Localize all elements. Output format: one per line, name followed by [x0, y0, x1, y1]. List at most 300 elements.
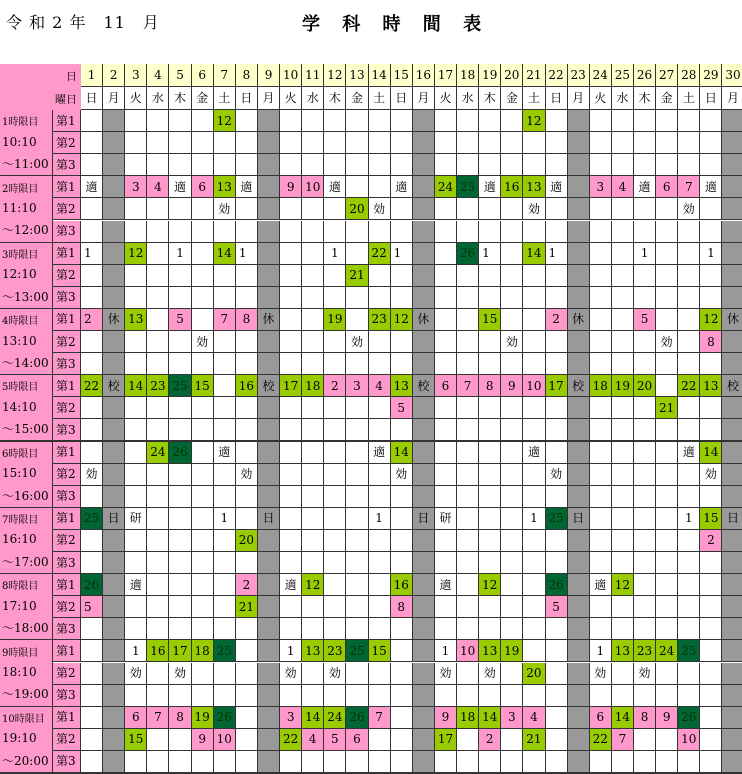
class-cell [125, 530, 147, 552]
class-cell [435, 198, 457, 220]
day-number: 8 [236, 64, 258, 87]
class-cell [236, 663, 258, 685]
class-cell: 効 [634, 663, 656, 685]
class-cell [147, 110, 169, 132]
class-cell [678, 110, 700, 132]
slot-label: 第1 [53, 442, 81, 464]
class-cell [656, 574, 678, 596]
class-cell [391, 685, 413, 707]
class-cell [501, 198, 523, 220]
class-cell [169, 486, 191, 508]
class-cell [391, 552, 413, 574]
day-number: 29 [700, 64, 722, 87]
day-number: 17 [435, 64, 457, 87]
class-cell: 19 [501, 640, 523, 662]
class-cell [391, 132, 413, 154]
class-cell: 効 [656, 331, 678, 353]
class-cell: 13 [523, 176, 545, 198]
class-cell [391, 265, 413, 287]
class-cell: 22 [678, 375, 700, 397]
class-cell [302, 353, 324, 375]
sunday-cell [568, 154, 590, 176]
sunday-cell [103, 221, 125, 243]
sunday-cell [722, 110, 742, 132]
class-cell: 25 [546, 508, 568, 530]
class-cell: 適 [700, 176, 722, 198]
class-cell [280, 265, 302, 287]
class-cell [192, 221, 214, 243]
class-cell [346, 353, 368, 375]
period-label [0, 707, 53, 773]
period-label: 3時限目 [2, 249, 39, 261]
class-cell [236, 221, 258, 243]
day-number: 26 [634, 64, 656, 87]
class-cell [479, 464, 501, 486]
class-cell [435, 618, 457, 640]
class-cell: 14 [523, 243, 545, 265]
class-cell [169, 110, 191, 132]
class-cell [169, 265, 191, 287]
class-cell: 22 [369, 243, 391, 265]
class-cell [125, 685, 147, 707]
class-cell [700, 353, 722, 375]
class-cell [147, 663, 169, 685]
class-cell: 6 [346, 729, 368, 751]
sunday-cell [258, 132, 280, 154]
class-cell: 効 [324, 663, 346, 685]
class-cell [369, 663, 391, 685]
sunday-cell [103, 751, 125, 773]
class-cell: 9 [501, 375, 523, 397]
weekday: 水 [457, 87, 479, 110]
class-cell [435, 751, 457, 773]
class-cell: 7 [147, 707, 169, 729]
class-cell [700, 132, 722, 154]
sunday-cell [103, 707, 125, 729]
class-cell: 8 [479, 375, 501, 397]
class-cell [479, 331, 501, 353]
period-label [0, 309, 53, 375]
sunday-cell: 休 [258, 309, 280, 331]
class-cell: 12 [214, 110, 236, 132]
class-cell: 1 [369, 508, 391, 530]
class-cell [656, 486, 678, 508]
class-cell [147, 596, 169, 618]
class-cell [546, 751, 568, 773]
slot-label: 第1 [53, 243, 81, 265]
period-label [0, 110, 53, 176]
class-cell [700, 154, 722, 176]
sunday-cell [568, 663, 590, 685]
class-cell [280, 442, 302, 464]
sunday-cell [413, 552, 435, 574]
period-label [0, 375, 53, 441]
sunday-cell [258, 221, 280, 243]
class-cell [125, 265, 147, 287]
weekday: 火 [125, 87, 147, 110]
class-cell [236, 442, 258, 464]
class-cell: 1 [678, 508, 700, 530]
weekday: 月 [413, 87, 435, 110]
class-cell [346, 464, 368, 486]
class-cell [612, 110, 634, 132]
class-cell [236, 198, 258, 220]
class-cell [656, 198, 678, 220]
class-cell [612, 154, 634, 176]
class-cell [546, 618, 568, 640]
class-cell [302, 287, 324, 309]
class-cell: 13 [214, 176, 236, 198]
class-cell [501, 442, 523, 464]
day-number: 23 [568, 64, 590, 87]
class-cell [546, 110, 568, 132]
class-cell: 4 [302, 729, 324, 751]
period-start: 14:10 [2, 399, 37, 414]
class-cell [546, 707, 568, 729]
sunday-cell [103, 596, 125, 618]
class-cell: 適 [546, 176, 568, 198]
slot-label: 第1 [53, 640, 81, 662]
period-label: 1時限目 [2, 117, 39, 129]
class-cell [214, 154, 236, 176]
class-cell [81, 751, 103, 773]
sunday-cell: 休 [413, 309, 435, 331]
sunday-cell [722, 707, 742, 729]
class-cell [236, 265, 258, 287]
class-cell: 18 [590, 375, 612, 397]
sunday-cell [568, 176, 590, 198]
class-cell [169, 530, 191, 552]
class-cell [302, 309, 324, 331]
class-cell [457, 331, 479, 353]
period-start: 18:10 [2, 665, 37, 680]
class-cell [236, 132, 258, 154]
class-cell [656, 751, 678, 773]
sunday-cell [103, 685, 125, 707]
class-cell [125, 552, 147, 574]
slot-label: 第2 [53, 530, 81, 552]
class-cell [324, 464, 346, 486]
class-cell [346, 221, 368, 243]
period-label: 5時限目 [2, 382, 39, 394]
class-cell: 効 [236, 464, 258, 486]
class-cell [546, 442, 568, 464]
class-cell [590, 243, 612, 265]
class-cell [479, 265, 501, 287]
class-cell [125, 442, 147, 464]
class-cell: 19 [612, 375, 634, 397]
class-cell: 1 [590, 640, 612, 662]
day-header: 日 [0, 64, 81, 87]
class-cell [346, 397, 368, 419]
period-end: ～18:00 [2, 621, 49, 636]
class-cell: 1 [634, 243, 656, 265]
class-cell [391, 154, 413, 176]
class-cell: 4 [369, 375, 391, 397]
class-cell [435, 419, 457, 441]
class-cell [656, 375, 678, 397]
class-cell [147, 265, 169, 287]
class-cell [81, 397, 103, 419]
sunday-cell [258, 442, 280, 464]
class-cell [656, 265, 678, 287]
class-cell [169, 552, 191, 574]
class-cell: 1 [546, 243, 568, 265]
class-cell [590, 198, 612, 220]
sunday-cell [568, 132, 590, 154]
class-cell [280, 751, 302, 773]
class-cell: 24 [147, 442, 169, 464]
class-cell: 23 [324, 640, 346, 662]
class-cell: 19 [324, 309, 346, 331]
class-cell [324, 530, 346, 552]
class-cell [590, 110, 612, 132]
class-cell [612, 663, 634, 685]
class-cell [700, 265, 722, 287]
class-cell [192, 309, 214, 331]
class-cell [700, 198, 722, 220]
class-cell [192, 397, 214, 419]
class-cell: 24 [435, 176, 457, 198]
class-cell: 効 [214, 198, 236, 220]
class-cell [457, 132, 479, 154]
weekday: 日 [546, 87, 568, 110]
class-cell [546, 265, 568, 287]
class-cell [369, 419, 391, 441]
class-cell: 適 [324, 176, 346, 198]
class-cell: 2 [700, 530, 722, 552]
class-cell [302, 508, 324, 530]
class-cell [169, 419, 191, 441]
class-cell: 効 [546, 464, 568, 486]
class-cell [169, 751, 191, 773]
class-cell: 13 [125, 309, 147, 331]
class-cell: 1 [523, 508, 545, 530]
day-number: 28 [678, 64, 700, 87]
sunday-cell [258, 243, 280, 265]
class-cell [590, 486, 612, 508]
weekday: 火 [280, 87, 302, 110]
sunday-cell: 校 [413, 375, 435, 397]
class-cell: 7 [214, 309, 236, 331]
class-cell: 2 [479, 729, 501, 751]
class-cell [346, 574, 368, 596]
weekday: 金 [192, 87, 214, 110]
class-cell [435, 110, 457, 132]
sunday-cell [722, 640, 742, 662]
class-cell [546, 685, 568, 707]
period-start: 19:10 [2, 731, 37, 746]
period-start: 15:10 [2, 466, 37, 481]
class-cell [236, 353, 258, 375]
class-cell [656, 552, 678, 574]
weekday: 土 [678, 87, 700, 110]
sunday-cell [103, 154, 125, 176]
sunday-cell [413, 331, 435, 353]
class-cell [457, 198, 479, 220]
class-cell [302, 243, 324, 265]
class-cell [81, 265, 103, 287]
class-cell [169, 574, 191, 596]
class-cell [346, 751, 368, 773]
class-cell [192, 486, 214, 508]
class-cell [147, 353, 169, 375]
sunday-cell [258, 596, 280, 618]
class-cell [302, 618, 324, 640]
class-cell [346, 618, 368, 640]
sunday-cell [258, 486, 280, 508]
class-cell [81, 154, 103, 176]
class-cell [324, 596, 346, 618]
sunday-cell [103, 331, 125, 353]
period-label: 6時限目 [2, 448, 39, 460]
class-cell: 適 [125, 574, 147, 596]
sunday-cell [258, 640, 280, 662]
period-end: ～12:00 [2, 223, 49, 238]
class-cell [324, 353, 346, 375]
class-cell [192, 442, 214, 464]
day-number: 19 [479, 64, 501, 87]
class-cell: 1 [280, 640, 302, 662]
class-cell [346, 663, 368, 685]
class-cell [192, 198, 214, 220]
class-cell: 20 [236, 530, 258, 552]
class-cell: 5 [391, 397, 413, 419]
class-cell [435, 221, 457, 243]
sunday-cell [722, 574, 742, 596]
class-cell [479, 552, 501, 574]
class-cell [147, 331, 169, 353]
sunday-cell [103, 530, 125, 552]
class-cell: 効 [169, 663, 191, 685]
day-number: 5 [169, 64, 191, 87]
period-end: ～16:00 [2, 488, 49, 503]
class-cell [678, 154, 700, 176]
class-cell [81, 552, 103, 574]
class-cell [612, 508, 634, 530]
class-cell [369, 176, 391, 198]
class-cell: 14 [391, 442, 413, 464]
class-cell [236, 685, 258, 707]
class-cell: 効 [523, 198, 545, 220]
class-cell: 19 [192, 707, 214, 729]
sunday-cell [258, 751, 280, 773]
sunday-cell [103, 397, 125, 419]
class-cell [457, 221, 479, 243]
class-cell: 6 [656, 176, 678, 198]
class-cell [169, 464, 191, 486]
day-number: 20 [501, 64, 523, 87]
class-cell [457, 309, 479, 331]
class-cell [656, 596, 678, 618]
weekday: 木 [479, 87, 501, 110]
slot-label: 第3 [53, 154, 81, 176]
period-start: 10:10 [2, 134, 37, 149]
class-cell: 9 [656, 707, 678, 729]
sunday-cell [103, 552, 125, 574]
class-cell [324, 508, 346, 530]
weekday: 月 [103, 87, 125, 110]
class-cell [590, 221, 612, 243]
class-cell [634, 198, 656, 220]
period-label [0, 243, 53, 309]
class-cell: 17 [169, 640, 191, 662]
slot-label: 第2 [53, 198, 81, 220]
sunday-cell [413, 618, 435, 640]
class-cell [147, 552, 169, 574]
class-cell [501, 685, 523, 707]
class-cell: 効 [678, 198, 700, 220]
day-number: 9 [258, 64, 280, 87]
class-cell [590, 397, 612, 419]
class-cell: 26 [214, 707, 236, 729]
class-cell: 1 [214, 508, 236, 530]
class-cell [214, 221, 236, 243]
class-cell: 6 [435, 375, 457, 397]
class-cell [457, 464, 479, 486]
period-label [0, 574, 53, 640]
class-cell: 21 [236, 596, 258, 618]
class-cell [501, 464, 523, 486]
slot-label: 第3 [53, 751, 81, 773]
class-cell [214, 287, 236, 309]
class-cell [435, 243, 457, 265]
sunday-cell [413, 663, 435, 685]
sunday-cell [568, 419, 590, 441]
class-cell [324, 574, 346, 596]
day-number: 2 [103, 64, 125, 87]
day-number: 25 [612, 64, 634, 87]
class-cell [656, 243, 678, 265]
sunday-cell [258, 198, 280, 220]
sunday-cell [258, 552, 280, 574]
class-cell [214, 574, 236, 596]
period-label [0, 640, 53, 706]
class-cell [590, 287, 612, 309]
slot-label: 第1 [53, 309, 81, 331]
sunday-cell [413, 221, 435, 243]
class-cell: 効 [280, 663, 302, 685]
class-cell [634, 442, 656, 464]
class-cell [81, 640, 103, 662]
sunday-cell [258, 618, 280, 640]
class-cell [302, 397, 324, 419]
class-cell [678, 419, 700, 441]
slot-label: 第3 [53, 618, 81, 640]
class-cell [612, 486, 634, 508]
sunday-cell [413, 729, 435, 751]
class-cell: 18 [302, 375, 324, 397]
class-cell: 効 [501, 331, 523, 353]
class-cell [523, 132, 545, 154]
class-cell [612, 198, 634, 220]
class-cell [457, 442, 479, 464]
class-cell: 適 [590, 574, 612, 596]
day-number: 21 [523, 64, 545, 87]
class-cell: 13 [391, 375, 413, 397]
class-cell [280, 110, 302, 132]
sunday-cell [258, 176, 280, 198]
class-cell [214, 685, 236, 707]
class-cell [523, 309, 545, 331]
sunday-cell [722, 552, 742, 574]
sunday-cell: 休 [103, 309, 125, 331]
period-start: 13:10 [2, 333, 37, 348]
sunday-cell [103, 353, 125, 375]
day-number: 1 [81, 64, 103, 87]
class-cell [656, 442, 678, 464]
class-cell [435, 331, 457, 353]
